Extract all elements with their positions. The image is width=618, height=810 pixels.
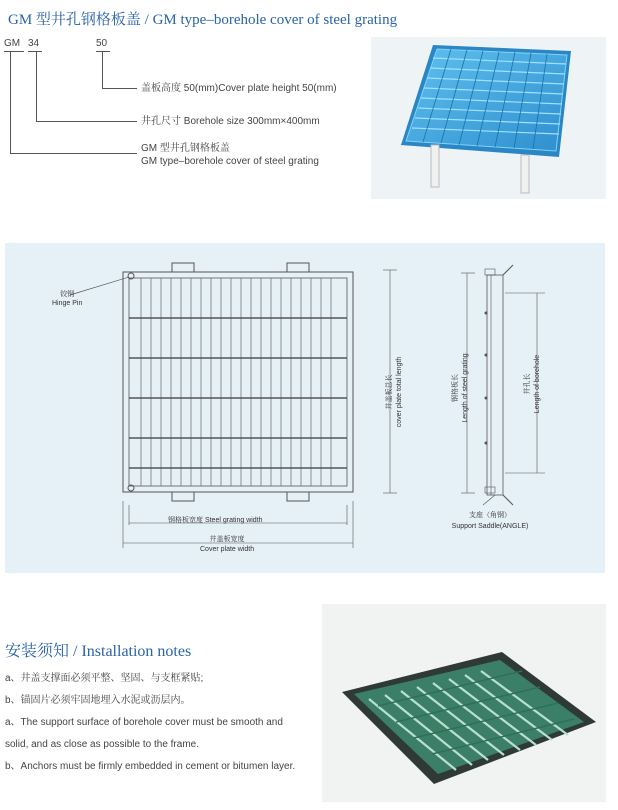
code-size: 34 bbox=[28, 38, 40, 49]
steel-length-cn: 钢格板长 bbox=[452, 374, 459, 402]
leader-line bbox=[36, 121, 137, 122]
support-saddle-en: Support Saddle(ANGLE) bbox=[451, 523, 529, 530]
hinge-label-en: Hinge Pin bbox=[52, 300, 83, 307]
underline bbox=[96, 51, 110, 52]
note-item: a、The support surface of borehole cover must be smooth and solid, and as close as possible to the frame. bbox=[5, 717, 283, 750]
underline bbox=[28, 51, 42, 52]
steel-length-label bbox=[451, 323, 471, 453]
leader-line bbox=[36, 51, 37, 122]
page-title: GM 型井孔钢格板盖 / GM type–borehole cover of steel grating bbox=[8, 12, 398, 28]
product-photo-top bbox=[371, 37, 606, 199]
borehole-length-label bbox=[523, 319, 543, 449]
total-length-label bbox=[385, 327, 405, 457]
hinge-label-cn: 铰钢 bbox=[60, 291, 75, 298]
note-item: a、井盖支撑面必须平整、坚固、与支框紧贴; bbox=[5, 673, 204, 684]
leader-line bbox=[10, 153, 137, 154]
total-length-en: cover plate total length bbox=[396, 356, 403, 428]
leader-line bbox=[102, 51, 103, 89]
underline bbox=[4, 51, 24, 52]
grating-width-label: 钢格板宽度 Steel grating width bbox=[168, 517, 263, 524]
total-length-cn: 井盖板总长 bbox=[386, 374, 393, 410]
spec-name-cn: GM 型井孔钢格板盖 bbox=[141, 143, 230, 154]
note-item: b、锚固片必须牢固地埋入水泥或沥层内。 bbox=[5, 695, 191, 706]
steel-length-en: Length of steel grating bbox=[462, 353, 469, 423]
product-photo-bottom bbox=[322, 604, 606, 802]
code-prefix: GM bbox=[4, 38, 21, 49]
support-saddle-cn: 支座（角钢） bbox=[469, 512, 511, 519]
spec-size: 井孔尺寸 Borehole size 300mm×400mm bbox=[141, 116, 320, 127]
note-item: b、Anchors must be firmly embedded in cement or bitumen layer. bbox=[5, 761, 296, 772]
cover-width-en: Cover plate width bbox=[200, 546, 255, 553]
borehole-length-cn: 井孔长 bbox=[524, 373, 531, 395]
cover-width-cn: 井盖板宽度 bbox=[209, 536, 245, 543]
leader-line bbox=[10, 51, 11, 154]
leader-line bbox=[102, 88, 137, 89]
cover-width-label bbox=[200, 535, 254, 555]
notes-title: 安装须知 / Installation notes bbox=[5, 643, 192, 660]
hinge-label bbox=[52, 290, 82, 308]
spec-height: 盖板高度 50(mm)Cover plate height 50(mm) bbox=[141, 83, 337, 94]
borehole-length-en: Length of borehole bbox=[534, 354, 541, 414]
support-saddle-label bbox=[430, 510, 550, 532]
spec-name-en: GM type–borehole cover of steel grating bbox=[141, 156, 319, 167]
code-height: 50 bbox=[96, 38, 108, 49]
